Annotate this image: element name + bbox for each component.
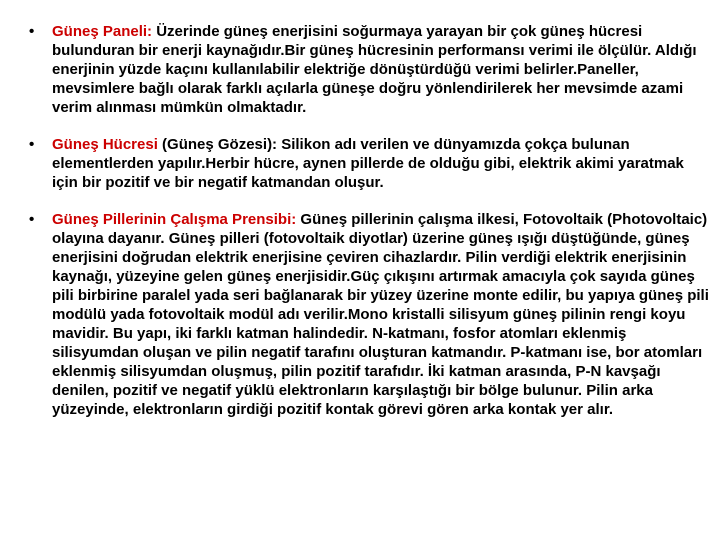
term-gunes-paneli: Güneş Paneli: <box>52 23 153 40</box>
bullet-list <box>0 22 710 419</box>
bullet-dot-icon: • <box>29 211 35 228</box>
term-gunes-hucresi: Güneş Hücresi <box>52 136 158 153</box>
bullet-dot-icon: • <box>29 23 35 40</box>
bullet-dot-icon: • <box>29 136 35 153</box>
term-calisma-prensibi: Güneş Pillerinin Çalışma Prensibi: <box>52 211 297 228</box>
definition-gunes-hucresi: (Güneş Gözesi): Silikon adı verilen ve dünyamızda çokça bulunan elementlerden yapılır.Herbir hücre, aynen pillerde de olduğu gibi, elektrik akimi yaratmak için bir pozitif ve bir negatif katmandan oluşur. <box>52 136 684 191</box>
definition-calisma-prensibi: Güneş pillerinin çalışma ilkesi, Fotovoltaik (Photovoltaic) olayına dayanır. Güneş pilleri (fotovoltaik diyotlar) üzerine güneş ışığı düştüğünde, güneş enerjisini doğrudan elektrik enerjisine çeviren cihazlardır. Pilin verdiği elektrik enerjisinin kaynağı, yüzeyine gelen güneş enerjisidir.Güç çıkışını artırmak amacıyla çok sayıda güneş pili birbirine paralel yada seri bağlanarak bir yüzey üzerine monte edilir, bu yapıya güneş pili modülü yada fotovoltaik modül adı verilir.Mono kristalli silisyum güneş pilinin rengi koyu mavidir. Bu yapı, iki farklı katman halindedir. N-katmanı, fosfor atomları eklenmiş silisyumdan oluşan ve pilin negatif tarafını oluşturan katmandır. P-katmanı ise, bor atomları eklenmiş silisyumdan oluşmuş, pilin pozitif tarafıdır. İki katman arasında, P-N kavşağı denilen, pozitif ve negatif yüklü elektronların karşılaştığı bir bölge bulunur. Pilin arka yüzeyinde, elektronların girdiği pozitif kontak görevi gören arka kontak yer alır. <box>52 211 709 418</box>
bullet-item-gunes-hucresi <box>0 135 710 192</box>
bullet-item-calisma-prensibi <box>0 210 710 419</box>
bullet-item-gunes-paneli <box>0 22 710 117</box>
definition-gunes-paneli: Üzerinde güneş enerjisini soğurmaya yarayan bir çok güneş hücresi bulunduran bir enerji kaynağıdır.Bir güneş hücresinin performansı verimi ile ölçülür. Aldığı enerjinin yüzde kaçını kullanılabilir elektriğe dönüştürdüğü verimi belirler.Paneller, mevsimlere bağlı olarak farklı açılarla güneşe doğru yönlendirilerek her mevsimde azami verim alınması mümkün olmaktadır. <box>52 23 697 116</box>
